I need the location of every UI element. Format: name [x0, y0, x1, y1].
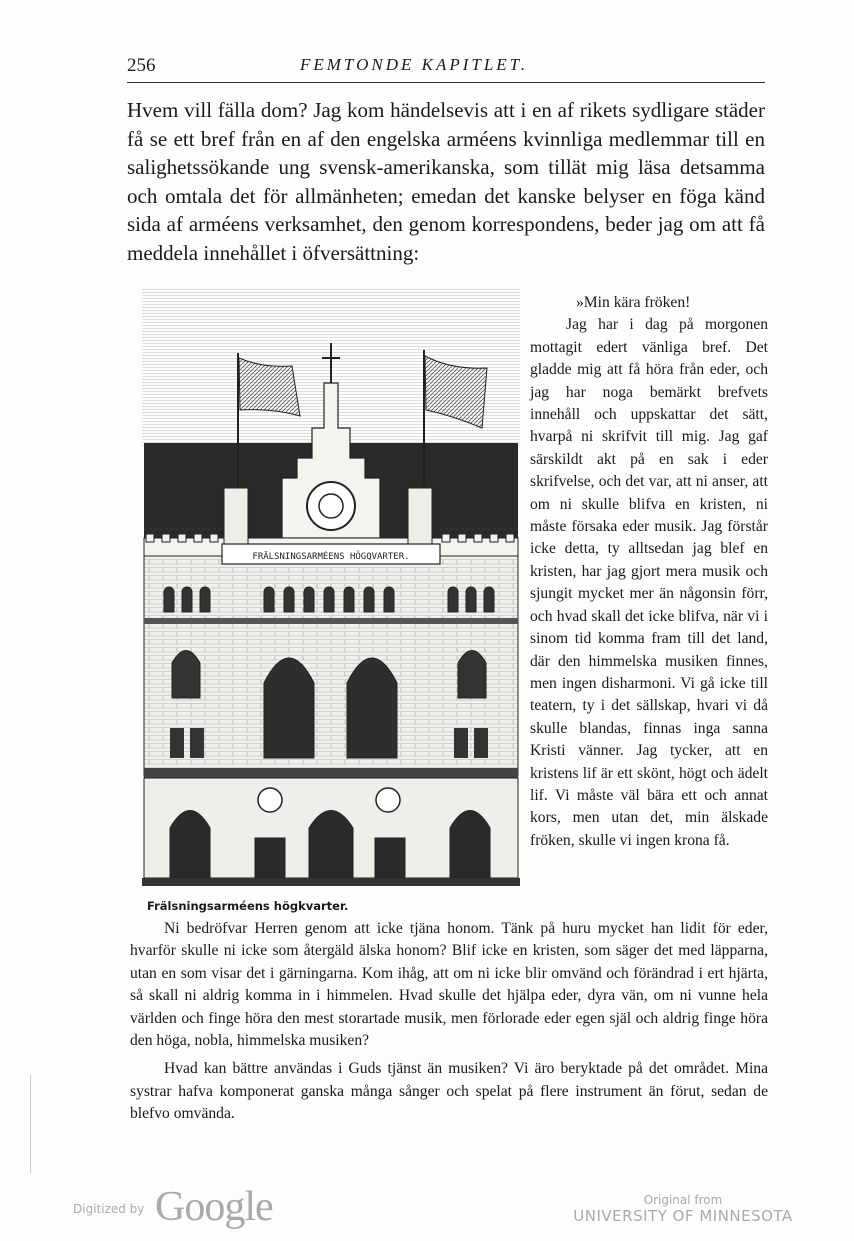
central-left-window [264, 658, 314, 758]
header-rule [127, 82, 765, 83]
banner-text: FRÄLSNINGSARMÉENS HÖGQVARTER. [252, 552, 410, 562]
running-title: FEMTONDE KAPITLET. [300, 55, 529, 74]
institution-name: UNIVERSITY OF MINNESOTA [573, 1207, 793, 1225]
margin-mark [30, 1075, 31, 1173]
original-from [572, 1193, 794, 1225]
digitized-by-label: Digitized by [73, 1202, 145, 1216]
left-door [170, 811, 210, 879]
google-logo: Google [155, 1184, 273, 1230]
intro-paragraph: Hvem vill fälla dom? Jag kom händelsevis att i en af rikets sydligare städer få se ett bref från en af den engelska arméens kvinnliga medlemmar till en salighetssökande ung svensk-amerikanska, som tillät mig läsa detsamma och omtala det för allmänheten; emedan det kanske belyser en föga känd sida af arméens verksamhet, den genom korrespondens, beder jag om att få meddela innehållet i öfversättning: [127, 98, 765, 265]
figure-caption: Frälsningsarméens högkvarter. [147, 899, 349, 913]
letter-body: Jag har i dag på morgonen mottagit edert vänliga bref. Det gladde mig att få höra från eder, och jag har noga bemärkt brefvets innehåll och uppskattar det sätt, hvarpå ni skrifvit till mig. Jag gaf särskildt akt på en sak i eder skrifvelse, och det var, att ni anser, att om ni skulle blifva en kristen, ni måste försaka eder musik. Jag förstår icke detta, ty alltsedan jag blef en kristen, har jag gjort mera musik och sjungit mycket mer än någonsin förr, och hvad skall det icke blifva, när vi i sinom tid komma fram till det land, där den himmelska musiken finnes, men ingen disharmoni. Vi gå icke till teatern, ty i det sällskap, hvari vi då skulle blandas, finnas inga sanna Kristi vänner. Jag tycker, att en kristens lif är ett skönt, högt och ädelt lif. Vi måste väl bära ett och annat kors, men utan det, min älskade fröken, skulle vi ingen krona få. [530, 316, 768, 849]
page-number: 256 [127, 55, 156, 76]
left-flag [239, 358, 300, 416]
gable-rose-window [307, 482, 355, 530]
letter-salutation: »Min kära fröken! [576, 294, 691, 311]
central-right-window [347, 658, 397, 758]
center-door [309, 811, 353, 879]
right-door [450, 811, 490, 879]
body-text [130, 918, 768, 1126]
building-illustration [142, 288, 520, 894]
body-paragraph-1: Ni bedröfvar Herren genom att icke tjäna honom. Tänk på huru mycket han lidit för eder, hvarför skulle ni icke som återgäld älska honom? Blif icke en kristen, som säger det med läpparna, utan en som visar det i gärningarna. Kom ihåg, att om ni icke blir omvänd och förändrad i ert hjärta, så skall ni aldrig komma in i himmelen. Hvad skulle det hjälpa eder, dyra vän, om ni vunne hela världen och finge höra den mest storartade musik, men förlorade eder egen själ och aldrig finge höra den höga, nobla, himmelska musiken? [130, 920, 768, 1050]
original-from-label: Original from [643, 1193, 723, 1207]
letter-column [530, 292, 768, 852]
body-paragraph-2: Hvad kan bättre användas i Guds tjänst än musiken? Vi äro beryktade på det området. Mina systrar hafva komponerat ganska många sånger och spelat på flere instrument än förut, sedan de blefvo omvända. [130, 1060, 768, 1123]
